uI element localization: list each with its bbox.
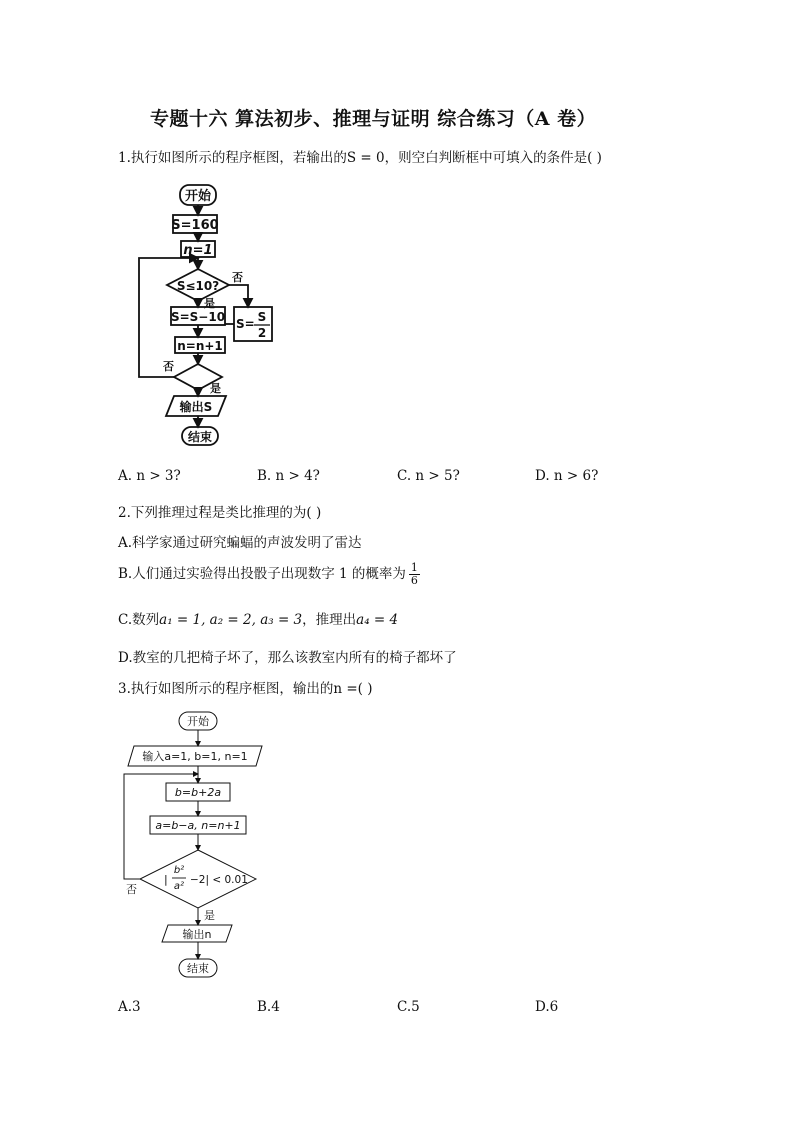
flow3-cond-num: b² — [173, 865, 185, 876]
q2-option-c[interactable] — [118, 608, 398, 628]
q2-option-b[interactable] — [118, 562, 420, 587]
flow3-input-text: 输入a=1, b=1, n=1 — [142, 750, 248, 763]
q2-option-c-mid: ，推理出 — [302, 612, 357, 628]
flowchart-3 — [120, 708, 270, 983]
q1-option-d[interactable]: D. n > 6? — [535, 468, 599, 484]
flow3-cond-pre: | — [164, 873, 168, 886]
flowchart-1 — [130, 180, 280, 452]
q2-option-c-sequence: a₁ = 1, a₂ = 2, a₃ = 3 — [159, 612, 303, 628]
question-3-stem: 3.执行如图所示的程序框图，输出的n =( ) — [118, 681, 373, 697]
page-title: 专题十六 算法初步、推理与证明 综合练习（A 卷） — [150, 108, 597, 130]
q2-option-b-text: B.人们通过实验得出投骰子出现数字 1 的概率为 — [118, 566, 406, 582]
flow3-end-text: 结束 — [187, 962, 209, 975]
flow3-yes-label: 是 — [204, 909, 215, 922]
flow1-output-text: 输出S — [179, 400, 213, 414]
flow3-cond-post: −2| < 0.01 — [190, 874, 248, 886]
q1-option-b[interactable]: B. n > 4? — [257, 468, 320, 484]
flow1-sub-text: S=S−10 — [170, 310, 226, 324]
flow1-half-num: S — [257, 310, 267, 324]
flow3-b-step-text: b=b+2a — [174, 786, 222, 799]
q1-option-a[interactable]: A. n > 3? — [118, 468, 181, 484]
flow1-inc-text: n=n+1 — [177, 339, 223, 353]
flow3-output-text: 输出n — [182, 928, 212, 941]
q3-option-a[interactable]: A.3 — [118, 999, 141, 1015]
flow1-cond-text: S≤10? — [176, 279, 220, 293]
flow1-no2-label: 否 — [163, 360, 174, 373]
flow3-no-label: 否 — [126, 883, 137, 896]
flow1-no-label: 否 — [232, 271, 243, 284]
q1-option-c[interactable]: C. n > 5? — [397, 468, 460, 484]
flow3-start-text: 开始 — [187, 715, 209, 728]
flow1-yes2-label: 是 — [210, 382, 221, 395]
q2-option-b-fraction: $\frac{1}{6}$ — [410, 561, 418, 587]
flow1-end-text: 结束 — [187, 430, 213, 444]
flow1-init-s-text: S=160 — [171, 218, 219, 233]
q2-option-c-result: a₄ = 4 — [356, 612, 399, 628]
flow1-half-left: S= — [236, 317, 255, 331]
flow1-init-n-text: n=1 — [183, 243, 213, 258]
question-1-stem: 1.执行如图所示的程序框图，若输出的S = 0，则空白判断框中可填入的条件是( ) — [118, 150, 602, 166]
flow1-half-den: 2 — [257, 326, 267, 340]
q2-option-d[interactable]: D.教室的几把椅子坏了，那么该教室内所有的椅子都坏了 — [118, 650, 457, 666]
flow3-a-step-text: a=b−a, n=n+1 — [155, 819, 241, 832]
q3-option-d[interactable]: D.6 — [535, 999, 559, 1015]
q2-option-a[interactable]: A.科学家通过研究蝙蝠的声波发明了雷达 — [118, 535, 362, 551]
q3-option-c[interactable]: C.5 — [397, 999, 420, 1015]
q3-option-b[interactable]: B.4 — [257, 999, 280, 1015]
flow3-cond-den: a² — [173, 881, 185, 892]
flow1-start-text: 开始 — [184, 189, 212, 204]
flow1-yes-label: 是 — [204, 297, 215, 310]
q2-option-c-prefix: C.数列 — [118, 612, 160, 628]
question-2-stem: 2.下列推理过程是类比推理的为( ) — [118, 505, 322, 521]
